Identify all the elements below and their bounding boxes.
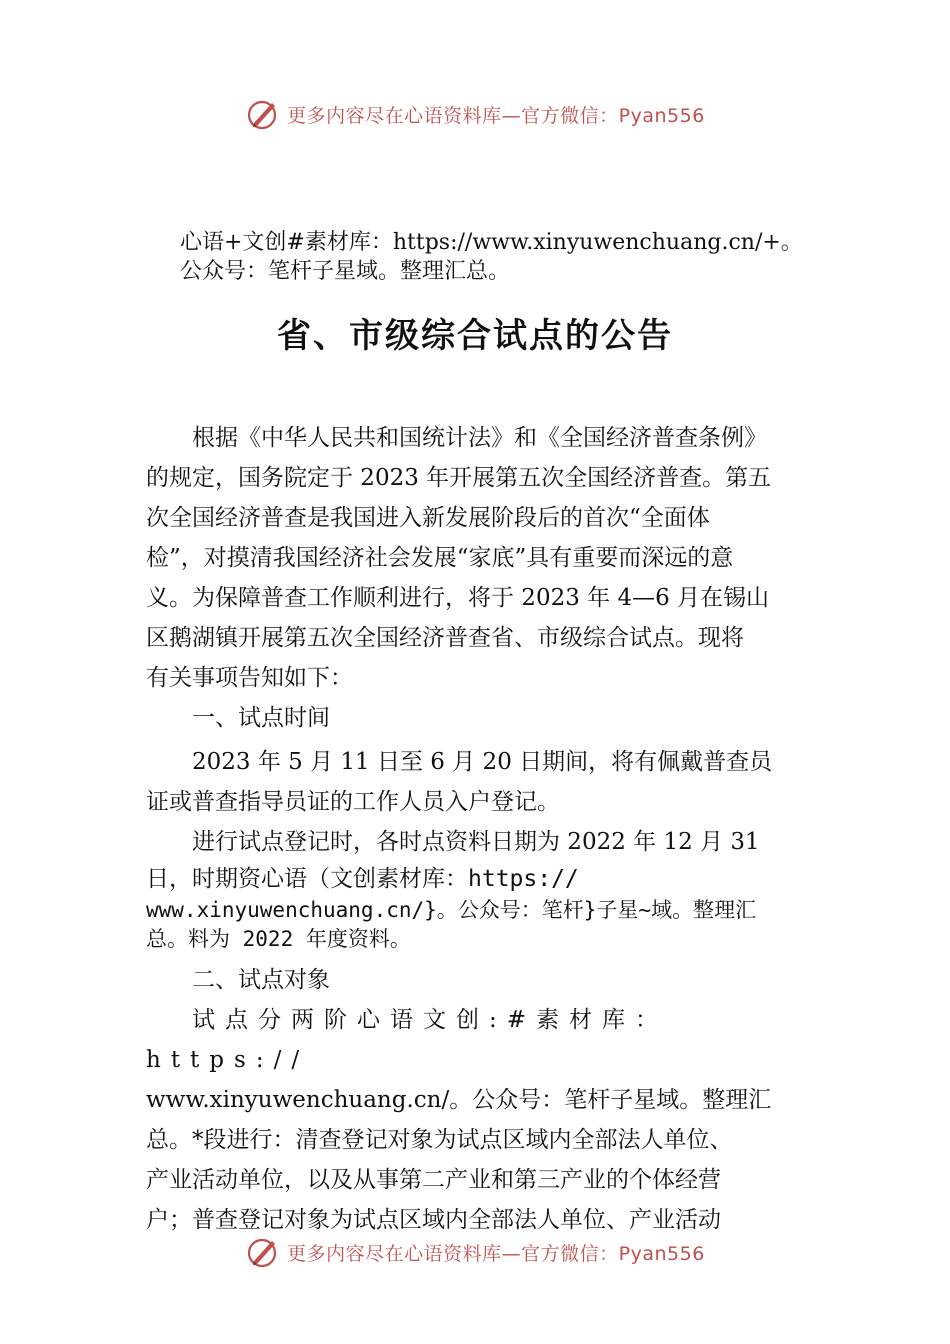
paragraph-line: 证或普查指导员证的工作人员入户登记。 (146, 789, 560, 815)
paragraph-line: 2023 年 5 月 11 日至 6 月 20 日期间，将有佩戴普查员 (192, 749, 773, 775)
paragraph-line: 总。料为 2022 年度资料。 (146, 927, 411, 951)
paragraph-line: 户；普查登记对象为试点区域内全部法人单位、产业活动 (146, 1207, 721, 1233)
paragraph-line: 区鹅湖镇开展第五次全国经济普查省、市级综合试点。现将 (146, 625, 744, 651)
pen-logo-icon (245, 1234, 281, 1270)
paragraph-line: 检”，对摸清我国经济社会发展“家底”具有重要而深远的意 (146, 545, 734, 571)
wechat-id: Pyan556 (618, 1242, 705, 1265)
header-line-1: 心语+文创#素材库：https://www.xinyuwenchuang.cn/+。 (180, 230, 803, 255)
document-body (146, 418, 810, 1240)
paragraph-line: 根据《中华人民共和国统计法》和《全国经济普查条例》 (192, 425, 767, 451)
watermark-text: 更多内容尽在心语资料库—官方微信：Pyan556 (287, 104, 705, 127)
page-title: 省、市级综合试点的公告 (277, 316, 673, 356)
paragraph-line: 产业活动单位，以及从事第二产业和第三产业的个体经营 (146, 1167, 721, 1193)
paragraph-line: 进行试点登记时，各时点资料日期为 2022 年 12 月 31 (192, 829, 760, 855)
paragraph-line: 试点分两阶心语文创:#素材库：https:// (146, 1007, 669, 1073)
paragraph-line: 有关事项告知如下： (146, 665, 353, 691)
pen-logo-icon (245, 96, 281, 132)
section-heading: 一、试点时间 (192, 705, 330, 731)
paragraph-line: www.xinyuwenchuang.cn/。公众号：笔杆子星域。整理汇 (146, 1087, 772, 1113)
wechat-id: Pyan556 (618, 104, 705, 127)
watermark-text: 更多内容尽在心语资料库—官方微信：Pyan556 (287, 1242, 705, 1265)
watermark-banner-bottom (0, 1230, 950, 1274)
document-header (180, 228, 803, 286)
paragraph-line: 日，时期资心语（文创素材库：https:// (146, 866, 579, 892)
watermark-banner-top (0, 92, 950, 136)
paragraph-line: 总。*段进行：清查登记对象为试点区域内全部法人单位、 (146, 1127, 733, 1153)
paragraph-line: 的规定，国务院定于 2023 年开展第五次全国经济普查。第五 (146, 465, 772, 491)
header-line-2: 公众号：笔杆子星域。整理汇总。 (180, 259, 511, 284)
paragraph-line: 次全国经济普查是我国进入新发展阶段后的首次“全面体 (146, 505, 710, 531)
section-heading: 二、试点对象 (192, 967, 330, 993)
paragraph-line: www.xinyuwenchuang.cn/}。公众号：笔杆}子星~域。整理汇 (146, 898, 757, 922)
paragraph-line: 义。为保障普查工作顺利进行，将于 2023 年 4—6 月在锡山 (146, 585, 770, 611)
